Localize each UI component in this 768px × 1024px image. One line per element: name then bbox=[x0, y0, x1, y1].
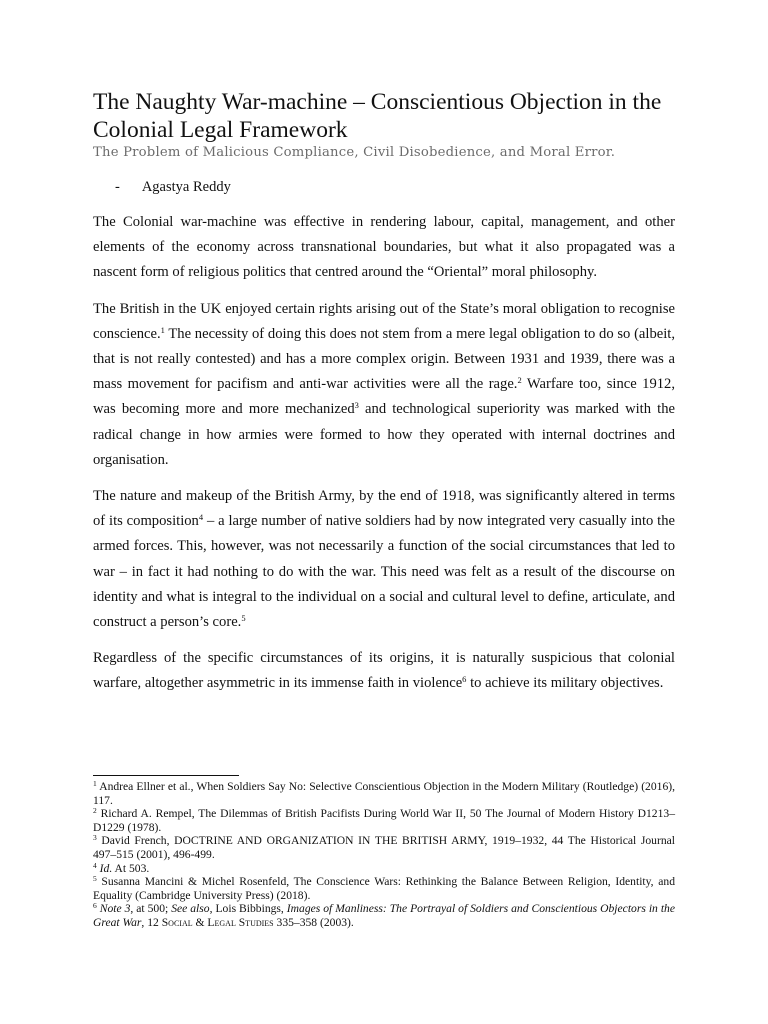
footnote-1 bbox=[93, 780, 675, 807]
author-name: Agastya Reddy bbox=[141, 179, 231, 195]
footnote-number: 4 bbox=[93, 860, 97, 870]
footnote-text: David French, DOCTRINE AND ORGANIZATION IN THE BRITISH ARMY, 1919–1932, 44 The Historical Journal 497–515 (2001), 496-499. bbox=[93, 834, 675, 861]
footnote-note-ref: Note 3 bbox=[99, 902, 131, 916]
footnote-ref-5[interactable]: 5 bbox=[241, 613, 246, 624]
footnote-id: Id. bbox=[99, 861, 113, 875]
footnote-5 bbox=[93, 875, 675, 902]
footnote-book-title: Images of Manliness: The Portrayal of Soldiers and Conscientious Objectors in the Great War bbox=[93, 902, 675, 929]
footnote-text: Andrea Ellner et al., When Soldiers Say No: Selective Conscientious Objection in the Modern Military (Routledge) (2016), 117. bbox=[93, 780, 675, 807]
text-run: to achieve its military objectives. bbox=[466, 675, 664, 692]
footnote-text: Richard A. Rempel, The Dilemmas of British Pacifists During World War II, 50 The Journal of Modern History D1213–D1229 (1978). bbox=[93, 807, 675, 834]
footnote-text: , Lois Bibbings, bbox=[209, 902, 287, 916]
text-run: The nature and makeup of the British Army, by the end of 1918, was significantly altered in terms of its composition bbox=[93, 488, 675, 530]
footnote-ref-4[interactable]: 4 bbox=[198, 512, 204, 523]
footnote-3 bbox=[93, 834, 675, 861]
footnote-number: 1 bbox=[93, 779, 97, 788]
document-page bbox=[93, 88, 675, 708]
footnote-number: 5 bbox=[93, 874, 97, 884]
document-subtitle: The Problem of Malicious Compliance, Civil Disobedience, and Moral Error. bbox=[93, 145, 616, 160]
footnote-see-also: See also bbox=[171, 902, 210, 916]
footnote-ref-2[interactable]: 2 bbox=[517, 375, 522, 386]
paragraph-2 bbox=[93, 297, 675, 473]
footnote-ref-6[interactable]: 6 bbox=[462, 674, 467, 685]
footnote-text: , 12 bbox=[141, 915, 162, 929]
text-run: The necessity of doing this does not stem from a mere legal obligation to do so (albeit, that is not really contested) and has a more complex origin. Between 1931 and 1939, there was a mass movement for pacifism and anti-war activities were all the rage. bbox=[93, 325, 675, 393]
text-run: The British in the UK enjoyed certain rights arising out of the State’s moral obligation to recognise conscience. bbox=[93, 300, 675, 342]
footnote-ref-1[interactable]: 1 bbox=[160, 324, 165, 335]
paragraph-1: The Colonial war-machine was effective in rendering labour, capital, management, and other elements of the economy across transnational boundaries, but what it also propagated was a nascent form of religious politics that centred around the “Oriental” moral philosophy. bbox=[93, 214, 675, 281]
footnote-journal: Social & Legal Studies bbox=[161, 915, 274, 929]
footnote-text: At 503. bbox=[112, 861, 150, 875]
footnote-2 bbox=[93, 807, 675, 834]
text-run: Regardless of the specific circumstances of its origins, it is naturally suspicious that colonial warfare, altogether asymmetric in its immense faith in violence bbox=[93, 650, 675, 692]
text-run: and technological superiority was marked with the radical change in how armies were formed to how they operated with internal doctrines and organisation. bbox=[93, 401, 675, 468]
footnote-6 bbox=[93, 902, 675, 929]
footnote-text: Susanna Mancini & Michel Rosenfeld, The Conscience Wars: Rethinking the Balance Between Religion, Identity, and Equality (Cambridge University Press) (2018). bbox=[93, 875, 675, 902]
footnote-number: 6 bbox=[93, 901, 97, 911]
footnote-4 bbox=[93, 862, 675, 876]
footnote-number: 2 bbox=[93, 806, 97, 816]
footnotes bbox=[93, 780, 675, 930]
footnote-text: , at 500; bbox=[130, 902, 172, 916]
document-title: The Naughty War-machine – Conscientious Objection in the Colonial Legal Framework bbox=[93, 89, 662, 143]
text-run: Warfare too, since 1912, was becoming more and more mechanized bbox=[93, 376, 675, 418]
author-line bbox=[93, 179, 675, 196]
footnote-ref-3[interactable]: 3 bbox=[354, 400, 359, 411]
author-dash: - bbox=[115, 179, 120, 195]
text-run: – a large number of native soldiers had by now integrated very casually into the armed forces. This, however, was not necessarily a function of the social circumstances that led to war – in fact it had nothing to do with the war. This need was felt as a result of the discourse on identity and what is integral to the individual on a social and cultural level to define, articulate, and construct a person’s core. bbox=[93, 513, 675, 631]
footnote-text: 335–358 (2003). bbox=[273, 915, 354, 929]
body-text bbox=[93, 210, 675, 697]
paragraph-4 bbox=[93, 646, 675, 696]
paragraph-3 bbox=[93, 484, 675, 635]
footnote-separator bbox=[93, 775, 239, 776]
footnote-number: 3 bbox=[93, 833, 97, 843]
